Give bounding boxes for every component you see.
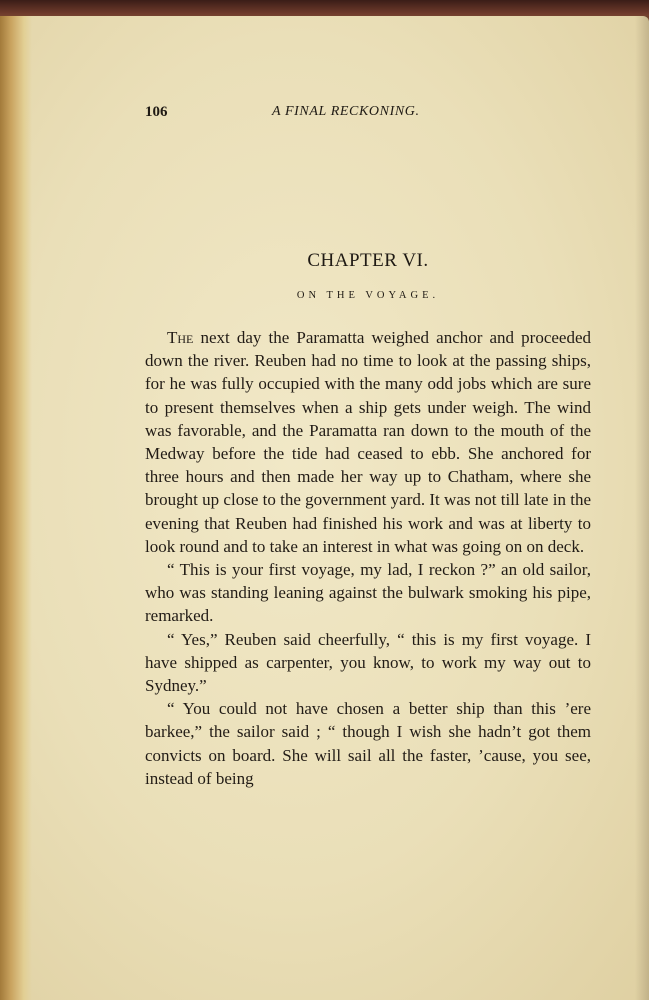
- chapter-subtitle: ON THE VOYAGE.: [296, 290, 440, 301]
- chapter-title: CHAPTER VI.: [307, 250, 429, 271]
- body-text: [145, 326, 591, 790]
- running-header: [145, 104, 595, 126]
- page-gutter-shadow: [0, 16, 32, 1000]
- page-number: 106: [145, 104, 168, 120]
- paragraph-lead-word: The: [167, 328, 194, 347]
- paragraph: [145, 326, 591, 558]
- paragraph: “ This is your first voyage, my lad, I reckon ?” an old sailor, who was standing leaning against the bulwark smoking his pipe, remarked.: [145, 560, 591, 626]
- paragraph-text: next day the Paramatta weighed anchor and proceeded down the river. Reuben had no time to look at the passing ships, for he was fully occupied with the many odd jobs which are sure to present themselves when a ship gets under weigh. The wind was favorable, and the Paramatta ran down to the mouth of the Medway before the tide had ceased to ebb. She anchored for three hours and then made her way up to Chatham, where she brought up close to the government yard. It was not till late in the evening that Reuben had finished his work and was at liberty to look round and to take an interest in what was going on on deck.: [145, 328, 592, 556]
- paragraph: “ You could not have chosen a better ship than this ’ere barkee,” the sailor said ; “ though I wish she hadn’t got them convicts on board. She will sail all the faster, ’cause, you see, instead of being: [145, 699, 591, 788]
- page-edge-shadow: [635, 16, 649, 1000]
- running-title: A FINAL RECKONING.: [272, 104, 420, 119]
- paragraph: “ Yes,” Reuben said cheerfully, “ this is my first voyage. I have shipped as carpenter, you know, to work my way out to Sydney.”: [145, 629, 591, 696]
